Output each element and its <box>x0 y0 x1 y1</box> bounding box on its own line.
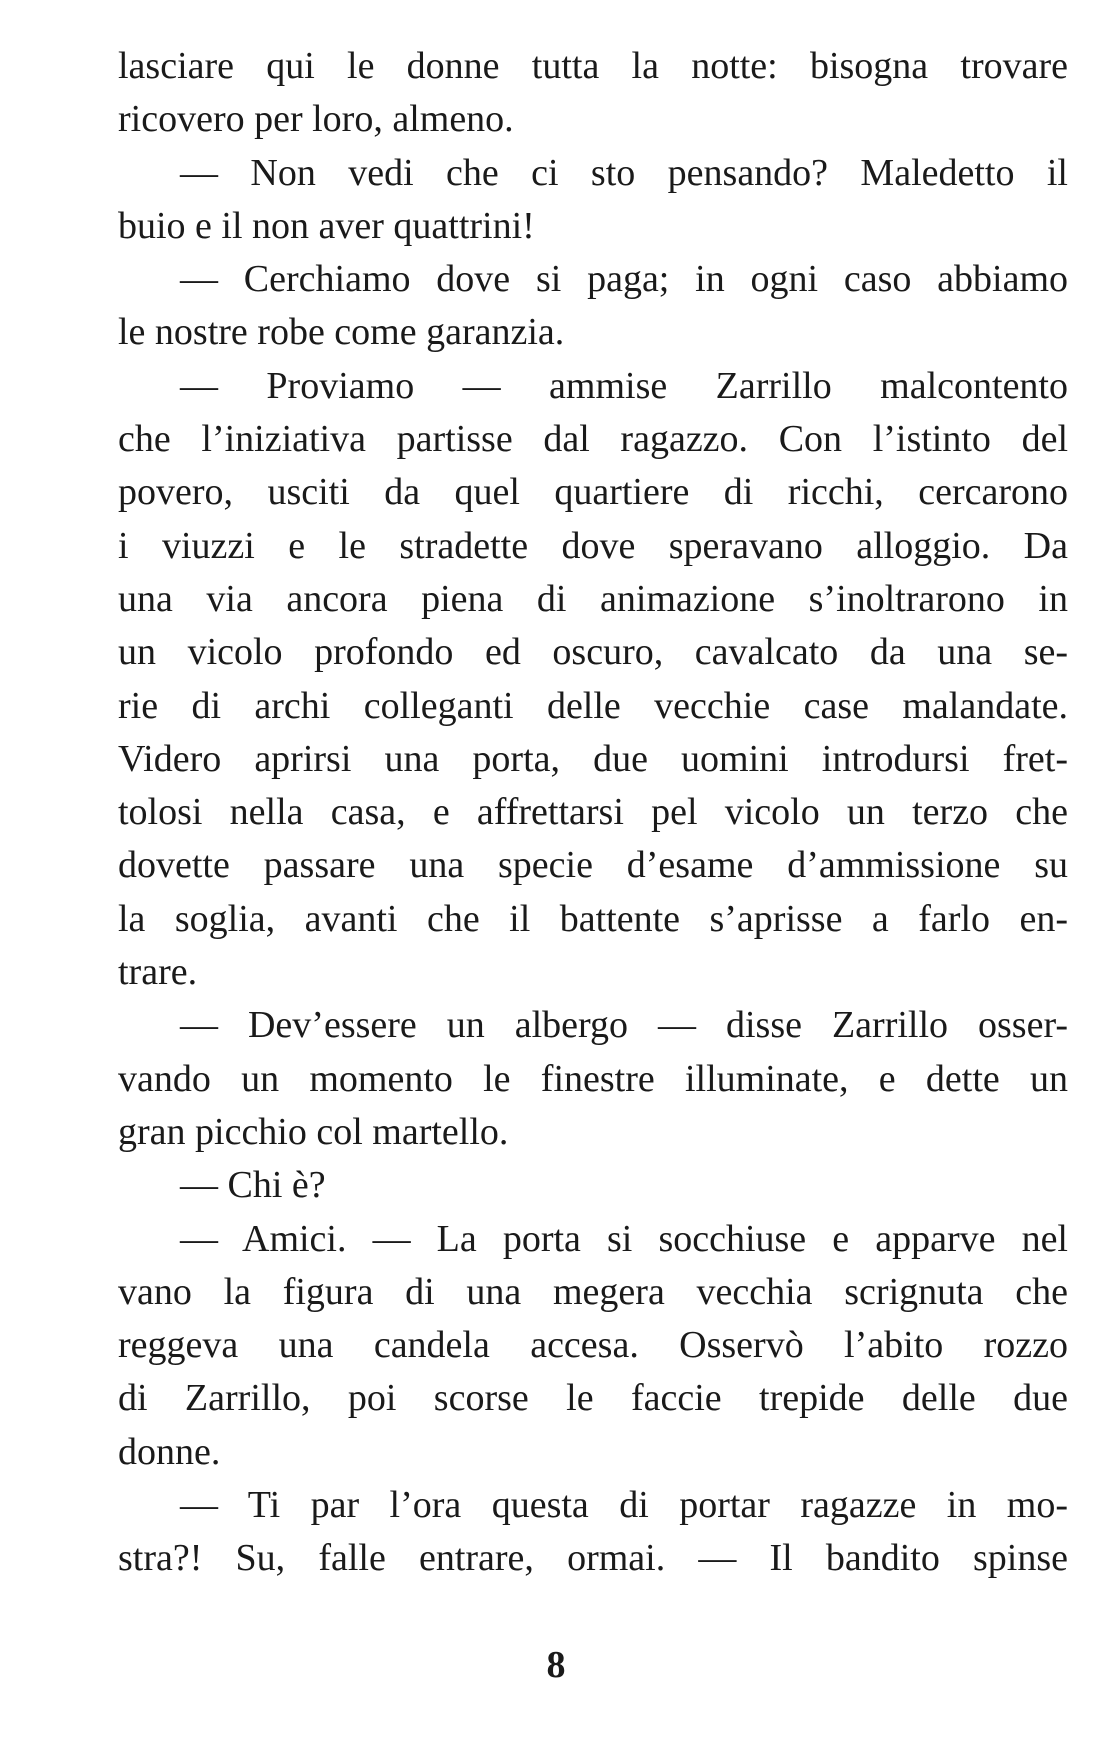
text-line: ricovero per loro, almeno. <box>118 98 514 141</box>
text-line: le nostre robe come garanzia. <box>118 311 565 354</box>
text-line: una via ancora piena di animazione s’inoltrarono in <box>118 577 1068 620</box>
text-line: — Non vedi che ci sto pensando? Maledetto il <box>180 151 1068 194</box>
text-line: buio e il non aver quattrini! <box>118 204 535 247</box>
text-line: lasciare qui le donne tutta la notte: bisogna trovare <box>118 45 1068 87</box>
text-line: donne. <box>118 1430 221 1473</box>
text-line: — Chi è? <box>180 1164 326 1207</box>
text-line: reggeva una candela accesa. Osservò l’abito rozzo <box>118 1324 1068 1367</box>
text-line: vando un momento le finestre illuminate, e dette un <box>118 1057 1068 1100</box>
text-line: la soglia, avanti che il battente s’aprisse a farlo en- <box>118 897 1068 940</box>
text-line: — Proviamo — ammise Zarrillo malcontento <box>180 364 1068 407</box>
text-line: stra?! Su, falle entrare, ormai. — Il bandito spinse <box>118 1537 1068 1580</box>
text-line: i viuzzi e le stradette dove speravano alloggio. Da <box>118 524 1068 567</box>
text-line: Videro aprirsi una porta, due uomini introdursi fret- <box>118 737 1068 780</box>
page-number: 8 <box>546 1644 566 1686</box>
text-line: — Amici. — La porta si socchiuse e apparve nel <box>180 1217 1068 1260</box>
text-line: che l’iniziativa partisse dal ragazzo. Con l’istinto del <box>118 418 1068 461</box>
text-line: dovette passare una specie d’esame d’ammissione su <box>118 844 1068 887</box>
text-line: tolosi nella casa, e affrettarsi pel vicolo un terzo che <box>118 791 1068 834</box>
text-line: — Dev’essere un albergo — disse Zarrillo osser- <box>180 1004 1068 1047</box>
text-line: gran picchio col martello. <box>118 1110 509 1153</box>
text-line: vano la figura di una megera vecchia scrignuta che <box>118 1270 1068 1313</box>
body-text <box>118 40 1068 1586</box>
text-line: di Zarrillo, poi scorse le faccie trepide delle due <box>118 1377 1068 1420</box>
text-line: — Ti par l’ora questa di portar ragazze in mo- <box>180 1484 1068 1527</box>
text-line: — Cerchiamo dove si paga; in ogni caso abbiamo <box>180 258 1068 301</box>
text-line: trare. <box>118 951 198 994</box>
text-line: un vicolo profondo ed oscuro, cavalcato da una se- <box>118 631 1068 674</box>
text-line: rie di archi colleganti delle vecchie case malandate. <box>118 684 1068 727</box>
text-line: povero, usciti da quel quartiere di ricchi, cercarono <box>118 471 1068 514</box>
